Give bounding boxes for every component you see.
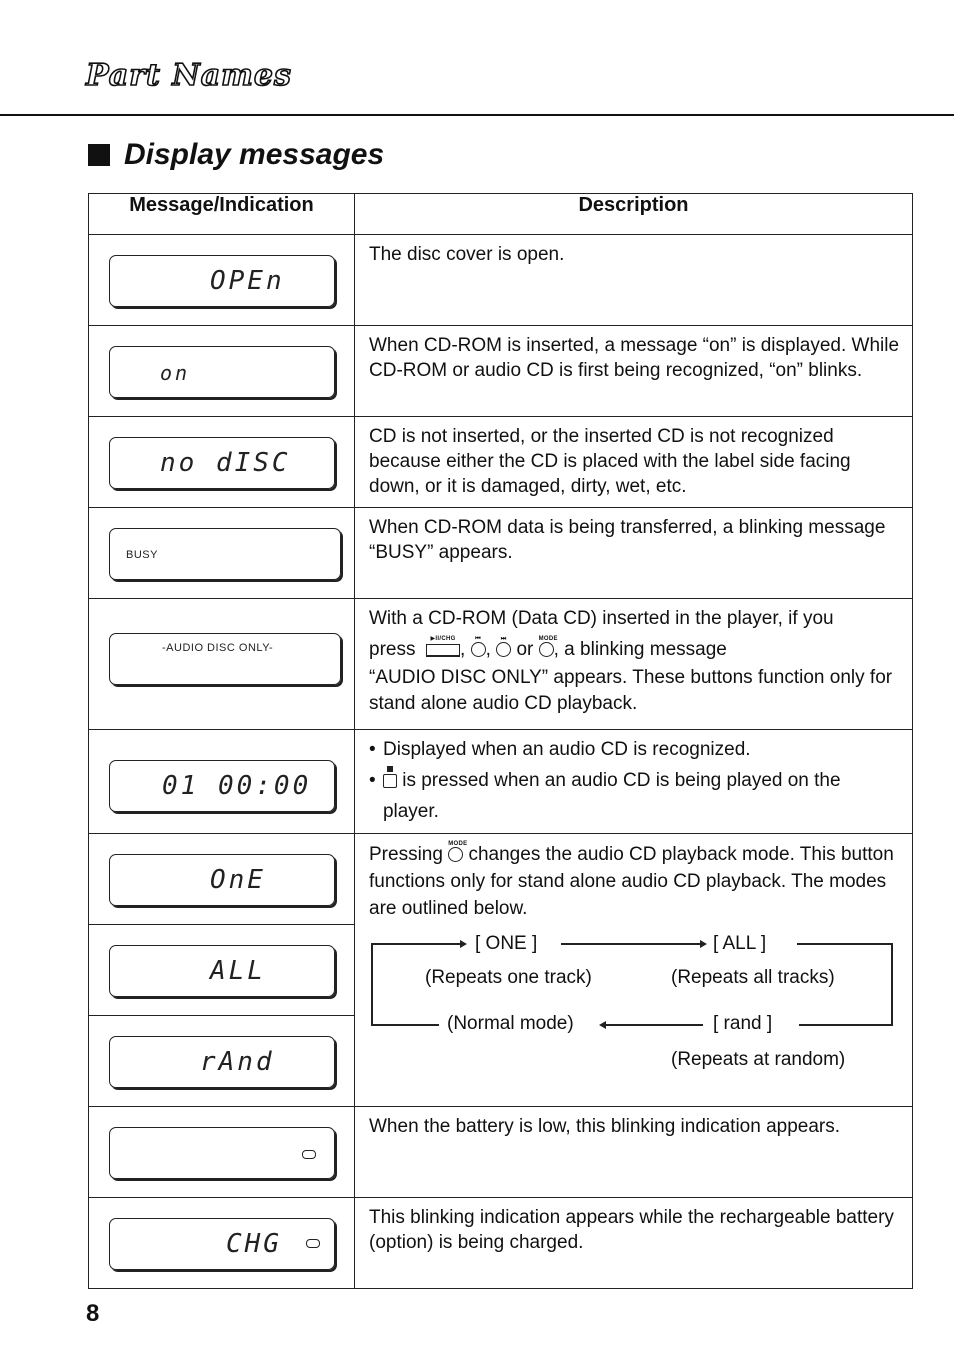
- table-header-row: [89, 194, 913, 235]
- message-cell: [89, 1016, 355, 1107]
- mode-normal: (Normal mode): [447, 1013, 574, 1035]
- mode-cycle-diagram: [369, 922, 900, 1072]
- lcd-display: [109, 1036, 335, 1088]
- diagram-arrow: [605, 1024, 703, 1026]
- separator: ,: [460, 639, 466, 660]
- message-cell: [89, 925, 355, 1016]
- description-cell: When CD-ROM is inserted, a message “on” is displayed. While CD-ROM or audio CD is first being recognized, “on” blinks.: [355, 326, 913, 417]
- square-bullet-icon: [88, 144, 110, 166]
- mode-one: [ ONE ]: [475, 933, 538, 955]
- mode-button: [448, 841, 468, 868]
- column-header-description: Description: [355, 194, 913, 235]
- message-cell: [89, 1198, 355, 1289]
- lcd-text: rAnd: [200, 1047, 275, 1077]
- table-row: [89, 1198, 913, 1289]
- mode-all-desc: (Repeats all tracks): [671, 967, 835, 989]
- lcd-display: [109, 945, 335, 997]
- bullet-text: is pressed when an audio CD is being played on the player.: [382, 770, 841, 822]
- description-cell: The disc cover is open.: [355, 235, 913, 326]
- diagram-line: [371, 1024, 439, 1026]
- battery-icon: [302, 1150, 316, 1159]
- lcd-display: [109, 255, 335, 307]
- lcd-text: no dISC: [160, 448, 291, 478]
- description-cell: [355, 599, 913, 730]
- description-cell: This blinking indication appears while the rechargeable battery (option) is being charged.: [355, 1198, 913, 1289]
- mode-intro: [369, 841, 900, 922]
- bullet-item: • Displayed when an audio CD is recognized.: [369, 734, 900, 765]
- description-text: , a blinking message: [553, 639, 727, 660]
- diagram-line: [891, 943, 893, 1025]
- skip-back-button: [471, 634, 486, 665]
- description-line: [369, 634, 900, 665]
- lcd-text: on: [160, 361, 191, 385]
- mode-button: [538, 634, 558, 665]
- mode-all: [ ALL ]: [713, 933, 767, 955]
- display-messages-table: [88, 193, 913, 1289]
- button-label: ⏮: [475, 636, 481, 643]
- stop-button-icon: [383, 774, 397, 788]
- button-label: ⏭: [500, 636, 507, 643]
- lcd-display: [109, 854, 335, 906]
- mode-rand: [ rand ]: [713, 1013, 773, 1035]
- table-row: [89, 508, 913, 599]
- mode-one-desc: (Repeats one track): [425, 967, 592, 989]
- page-number: 8: [86, 1300, 100, 1327]
- message-cell: [89, 508, 355, 599]
- message-cell: [89, 326, 355, 417]
- button-label: MODE: [448, 841, 468, 848]
- separator: ,: [485, 639, 491, 660]
- bullet-text: Displayed when an audio CD is recognized.: [383, 739, 751, 760]
- lcd-display: [109, 528, 341, 580]
- table-row: [89, 730, 913, 834]
- lcd-text: OnE: [210, 865, 266, 895]
- description-line: With a CD-ROM (Data CD) inserted in the player, if you: [369, 608, 834, 629]
- diagram-arrow: [561, 943, 701, 945]
- table-row: [89, 834, 913, 925]
- mode-description-cell: [355, 834, 913, 1107]
- separator: or: [516, 639, 534, 660]
- lcd-text: OPEn: [210, 266, 285, 296]
- intro-text: Pressing: [369, 844, 443, 865]
- bullet-item: • is pressed when an audio CD is being played on the player.: [369, 770, 841, 822]
- diagram-arrow: [371, 943, 461, 945]
- message-cell: [89, 599, 355, 730]
- diagram-line: [371, 944, 373, 1024]
- message-cell: [89, 1107, 355, 1198]
- table-row: [89, 1107, 913, 1198]
- table-row: [89, 235, 913, 326]
- play-pause-button: [426, 634, 460, 665]
- diagram-line: [797, 943, 893, 945]
- description-cell: [355, 730, 913, 834]
- description-cell: CD is not inserted, or the inserted CD is not recognized because either the CD is placed with the label side facing down, or it is damaged, dirty, wet, etc.: [355, 417, 913, 508]
- lcd-display: [109, 1218, 335, 1270]
- lcd-display: [109, 760, 335, 812]
- message-cell: [89, 730, 355, 834]
- table-row: [89, 599, 913, 730]
- message-cell: [89, 235, 355, 326]
- description-cell: When CD-ROM data is being transferred, a blinking message “BUSY” appears.: [355, 508, 913, 599]
- lcd-display: [109, 633, 341, 685]
- skip-forward-button: [496, 634, 511, 665]
- description-line: “AUDIO DISC ONLY” appears. These buttons function only for stand alone audio CD playback.: [369, 667, 893, 715]
- message-cell: [89, 834, 355, 925]
- battery-icon: [306, 1239, 320, 1248]
- press-word: press: [369, 639, 416, 660]
- table-row: [89, 326, 913, 417]
- lcd-display: [109, 346, 335, 398]
- chapter-title: Part Names: [86, 58, 292, 93]
- lcd-display: [109, 1127, 335, 1179]
- mode-rand-desc: (Repeats at random): [671, 1049, 846, 1071]
- lcd-text: ALL: [210, 956, 266, 986]
- table-row: [89, 417, 913, 508]
- intro-text: changes the audio CD playback mode. This button functions only for stand alone audio CD playback. The modes are outlined below.: [369, 844, 894, 920]
- button-label: ▶II/CHG: [430, 636, 456, 643]
- column-header-message: Message/Indication: [89, 194, 355, 235]
- section-title: Display messages: [124, 138, 385, 171]
- lcd-text: -AUDIO DISC ONLY-: [162, 642, 274, 654]
- lcd-text: 01 00:00: [162, 771, 312, 801]
- description-cell: When the battery is low, this blinking indication appears.: [355, 1107, 913, 1198]
- lcd-text: CHG: [226, 1229, 282, 1259]
- button-label: MODE: [538, 636, 558, 643]
- lcd-display: [109, 437, 335, 489]
- diagram-line: [799, 1024, 893, 1026]
- header-divider: [0, 114, 954, 116]
- section-heading: [88, 138, 384, 172]
- message-cell: [89, 417, 355, 508]
- lcd-text: BUSY: [126, 549, 158, 561]
